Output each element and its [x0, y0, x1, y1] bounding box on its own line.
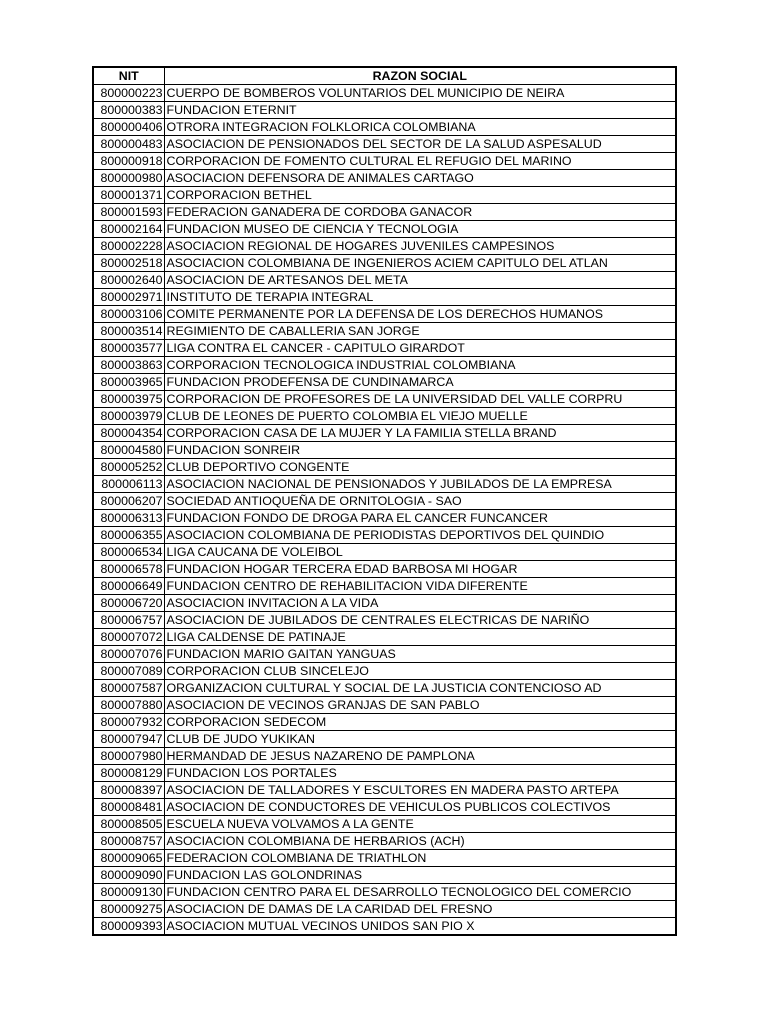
razon-social-cell: ASOCIACION DEFENSORA DE ANIMALES CARTAGO — [164, 170, 676, 187]
table-row — [93, 119, 676, 136]
razon-social-cell: ASOCIACION DE JUBILADOS DE CENTRALES ELECTRICAS DE NARIÑO — [164, 612, 676, 629]
table-row — [93, 578, 676, 595]
nit-cell: 800003514 — [93, 323, 164, 340]
nit-cell: 800006757 — [93, 612, 164, 629]
razon-social-cell: CORPORACION DE PROFESORES DE LA UNIVERSIDAD DEL VALLE CORPRU — [164, 391, 676, 408]
table-row — [93, 102, 676, 119]
razon-social-cell: FUNDACION SONREIR — [164, 442, 676, 459]
table-row — [93, 391, 676, 408]
razon-social-cell: FUNDACION PRODEFENSA DE CUNDINAMARCA — [164, 374, 676, 391]
table-row — [93, 527, 676, 544]
organizations-table — [92, 66, 677, 936]
razon-social-cell: LIGA CONTRA EL CANCER - CAPITULO GIRARDOT — [164, 340, 676, 357]
nit-cell: 800003965 — [93, 374, 164, 391]
table-body — [93, 85, 676, 936]
razon-social-cell: FUNDACION HOGAR TERCERA EDAD BARBOSA MI HOGAR — [164, 561, 676, 578]
table-row — [93, 85, 676, 102]
table-row — [93, 884, 676, 901]
nit-cell: 800008129 — [93, 765, 164, 782]
table-row — [93, 901, 676, 918]
nit-cell: 800008481 — [93, 799, 164, 816]
nit-cell: 800000918 — [93, 153, 164, 170]
nit-cell: 800001593 — [93, 204, 164, 221]
nit-cell: 800003979 — [93, 408, 164, 425]
razon-social-cell: CORPORACION SEDECOM — [164, 714, 676, 731]
table-row — [93, 459, 676, 476]
table-row — [93, 765, 676, 782]
razon-social-cell: COMITE PERMANENTE POR LA DEFENSA DE LOS DERECHOS HUMANOS — [164, 306, 676, 323]
razon-social-cell: HERMANDAD DE JESUS NAZARENO DE PAMPLONA — [164, 748, 676, 765]
table-row — [93, 170, 676, 187]
razon-social-cell: FEDERACION COLOMBIANA DE TRIATHLON — [164, 850, 676, 867]
razon-social-cell: INSTITUTO DE TERAPIA INTEGRAL — [164, 289, 676, 306]
razon-social-cell: SOCIEDAD ANTIOQUEÑA DE ORNITOLOGIA - SAO — [164, 493, 676, 510]
razon-social-cell: ASOCIACION DE TALLADORES Y ESCULTORES EN MADERA PASTO ARTEPA — [164, 782, 676, 799]
razon-social-cell: ASOCIACION COLOMBIANA DE INGENIEROS ACIEM CAPITULO DEL ATLAN — [164, 255, 676, 272]
razon-social-cell: ASOCIACION COLOMBIANA DE HERBARIOS (ACH) — [164, 833, 676, 850]
nit-cell: 800002164 — [93, 221, 164, 238]
table-row — [93, 408, 676, 425]
table-row — [93, 850, 676, 867]
nit-cell: 800000223 — [93, 85, 164, 102]
nit-cell: 800006113 — [93, 476, 164, 493]
nit-cell: 800006355 — [93, 527, 164, 544]
nit-cell: 800006313 — [93, 510, 164, 527]
razon-social-cell: CORPORACION TECNOLOGICA INDUSTRIAL COLOMBIANA — [164, 357, 676, 374]
table-row — [93, 561, 676, 578]
razon-social-cell: CLUB DE JUDO YUKIKAN — [164, 731, 676, 748]
nit-cell: 800004580 — [93, 442, 164, 459]
nit-cell: 800007980 — [93, 748, 164, 765]
nit-cell: 800002228 — [93, 238, 164, 255]
nit-cell: 800004354 — [93, 425, 164, 442]
nit-cell: 800008397 — [93, 782, 164, 799]
table-row — [93, 714, 676, 731]
razon-social-cell: ESCUELA NUEVA VOLVAMOS A LA GENTE — [164, 816, 676, 833]
table-row — [93, 374, 676, 391]
table-row — [93, 153, 676, 170]
table-row — [93, 340, 676, 357]
razon-social-cell: FEDERACION GANADERA DE CORDOBA GANACOR — [164, 204, 676, 221]
nit-cell: 800003863 — [93, 357, 164, 374]
nit-cell: 800006578 — [93, 561, 164, 578]
razon-social-cell: CLUB DEPORTIVO CONGENTE — [164, 459, 676, 476]
nit-cell: 800007947 — [93, 731, 164, 748]
razon-social-cell: REGIMIENTO DE CABALLERIA SAN JORGE — [164, 323, 676, 340]
razon-social-cell: ASOCIACION DE CONDUCTORES DE VEHICULOS PUBLICOS COLECTIVOS — [164, 799, 676, 816]
razon-social-cell: ASOCIACION DE VECINOS GRANJAS DE SAN PABLO — [164, 697, 676, 714]
razon-social-cell: ASOCIACION DE PENSIONADOS DEL SECTOR DE LA SALUD ASPESALUD — [164, 136, 676, 153]
razon-social-cell: ASOCIACION DE DAMAS DE LA CARIDAD DEL FRESNO — [164, 901, 676, 918]
razon-social-cell: LIGA CALDENSE DE PATINAJE — [164, 629, 676, 646]
table-row — [93, 748, 676, 765]
nit-cell: 800002518 — [93, 255, 164, 272]
table-row — [93, 187, 676, 204]
table-row — [93, 136, 676, 153]
table-row — [93, 867, 676, 884]
table-row — [93, 306, 676, 323]
razon-social-cell: CORPORACION CLUB SINCELEJO — [164, 663, 676, 680]
nit-cell: 800006207 — [93, 493, 164, 510]
razon-social-cell: CORPORACION BETHEL — [164, 187, 676, 204]
header-row — [93, 67, 676, 85]
razon-social-cell: CORPORACION DE FOMENTO CULTURAL EL REFUGIO DEL MARINO — [164, 153, 676, 170]
nit-cell: 800009130 — [93, 884, 164, 901]
table-row — [93, 221, 676, 238]
table-row — [93, 782, 676, 799]
razon-social-cell: ASOCIACION COLOMBIANA DE PERIODISTAS DEPORTIVOS DEL QUINDIO — [164, 527, 676, 544]
table-row — [93, 697, 676, 714]
table-row — [93, 442, 676, 459]
razon-social-cell: CORPORACION CASA DE LA MUJER Y LA FAMILIA STELLA BRAND — [164, 425, 676, 442]
table-row — [93, 629, 676, 646]
razon-social-cell: CUERPO DE BOMBEROS VOLUNTARIOS DEL MUNICIPIO DE NEIRA — [164, 85, 676, 102]
nit-cell: 800000383 — [93, 102, 164, 119]
table-row — [93, 918, 676, 936]
table-row — [93, 425, 676, 442]
razon-social-cell: FUNDACION ETERNIT — [164, 102, 676, 119]
nit-cell: 800007072 — [93, 629, 164, 646]
nit-cell: 800006534 — [93, 544, 164, 561]
table-row — [93, 204, 676, 221]
table-row — [93, 272, 676, 289]
nit-cell: 800000980 — [93, 170, 164, 187]
razon-social-cell: FUNDACION CENTRO DE REHABILITACION VIDA DIFERENTE — [164, 578, 676, 595]
razon-social-cell: LIGA CAUCANA DE VOLEIBOL — [164, 544, 676, 561]
razon-social-cell: FUNDACION LOS PORTALES — [164, 765, 676, 782]
nit-cell: 800005252 — [93, 459, 164, 476]
table-row — [93, 646, 676, 663]
nit-cell: 800006649 — [93, 578, 164, 595]
razon-social-cell: CLUB DE LEONES DE PUERTO COLOMBIA EL VIEJO MUELLE — [164, 408, 676, 425]
table-row — [93, 357, 676, 374]
nit-cell: 800009090 — [93, 867, 164, 884]
nit-cell: 800007932 — [93, 714, 164, 731]
table-row — [93, 680, 676, 697]
table-row — [93, 510, 676, 527]
table-row — [93, 493, 676, 510]
razon-social-cell: FUNDACION MARIO GAITAN YANGUAS — [164, 646, 676, 663]
table-row — [93, 544, 676, 561]
razon-social-cell: FUNDACION MUSEO DE CIENCIA Y TECNOLOGIA — [164, 221, 676, 238]
razon-social-cell: OTRORA INTEGRACION FOLKLORICA COLOMBIANA — [164, 119, 676, 136]
razon-social-cell: ASOCIACION MUTUAL VECINOS UNIDOS SAN PIO X — [164, 918, 676, 936]
table-row — [93, 799, 676, 816]
nit-cell: 800008505 — [93, 816, 164, 833]
razon-social-column-header: RAZON SOCIAL — [164, 67, 676, 85]
nit-cell: 800002640 — [93, 272, 164, 289]
table-row — [93, 595, 676, 612]
nit-cell: 800003106 — [93, 306, 164, 323]
nit-cell: 800006720 — [93, 595, 164, 612]
nit-cell: 800003975 — [93, 391, 164, 408]
nit-cell: 800000406 — [93, 119, 164, 136]
table-row — [93, 731, 676, 748]
nit-cell: 800009065 — [93, 850, 164, 867]
nit-cell: 800002971 — [93, 289, 164, 306]
table-row — [93, 323, 676, 340]
table-row — [93, 255, 676, 272]
razon-social-cell: FUNDACION FONDO DE DROGA PARA EL CANCER FUNCANCER — [164, 510, 676, 527]
nit-cell: 800007587 — [93, 680, 164, 697]
razon-social-cell: ASOCIACION INVITACION A LA VIDA — [164, 595, 676, 612]
table-row — [93, 289, 676, 306]
razon-social-cell: ORGANIZACION CULTURAL Y SOCIAL DE LA JUSTICIA CONTENCIOSO AD — [164, 680, 676, 697]
razon-social-cell: ASOCIACION NACIONAL DE PENSIONADOS Y JUBILADOS DE LA EMPRESA — [164, 476, 676, 493]
nit-column-header: NIT — [93, 67, 164, 85]
table-row — [93, 612, 676, 629]
nit-cell: 800000483 — [93, 136, 164, 153]
razon-social-cell: ASOCIACION REGIONAL DE HOGARES JUVENILES CAMPESINOS — [164, 238, 676, 255]
nit-cell: 800008757 — [93, 833, 164, 850]
nit-cell: 800009275 — [93, 901, 164, 918]
table-row — [93, 476, 676, 493]
razon-social-cell: FUNDACION CENTRO PARA EL DESARROLLO TECNOLOGICO DEL COMERCIO — [164, 884, 676, 901]
nit-cell: 800007089 — [93, 663, 164, 680]
razon-social-cell: FUNDACION LAS GOLONDRINAS — [164, 867, 676, 884]
nit-cell: 800007076 — [93, 646, 164, 663]
nit-cell: 800003577 — [93, 340, 164, 357]
table-row — [93, 833, 676, 850]
table-row — [93, 238, 676, 255]
nit-cell: 800001371 — [93, 187, 164, 204]
razon-social-cell: ASOCIACION DE ARTESANOS DEL META — [164, 272, 676, 289]
nit-cell: 800009393 — [93, 918, 164, 936]
table-row — [93, 663, 676, 680]
table-row — [93, 816, 676, 833]
nit-cell: 800007880 — [93, 697, 164, 714]
